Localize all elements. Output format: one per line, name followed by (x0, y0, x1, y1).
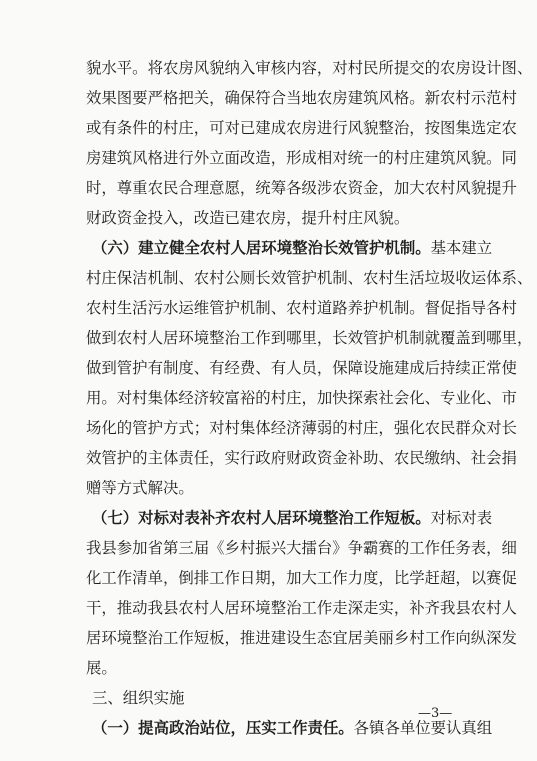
section-6-first-line-rest: 基本建立 (430, 239, 493, 257)
body-line: 展。 (86, 659, 117, 677)
body-line: 用。对村集体经济较富裕的村庄，加快探索社会化、专业化、市 (86, 389, 517, 407)
section-7-first-line (86, 508, 493, 528)
body-line: 场化的管护方式；对村集体经济薄弱的村庄，强化农民群众对长 (86, 419, 517, 437)
body-line: 干，推动我县农村人居环境整治工作走深走实，补齐我县农村人 (86, 599, 517, 617)
section-7-heading: （七）对标对表补齐农村人居环境整治工作短板。 (92, 509, 431, 527)
body-line: 我县参加省第三届《乡村振兴大擂台》争霸赛的工作任务表，细 (86, 539, 517, 557)
body-line: 化工作清单，倒排工作日期，加大工作力度，比学赶超，以赛促 (86, 569, 517, 587)
section-3-heading: 三、组织实施 (92, 689, 185, 707)
body-line: 时，尊重农民合理意愿，统筹各级涉农资金，加大农村风貌提升 (86, 179, 517, 197)
body-line: 财政资金投入，改造已建农房，提升村庄风貌。 (86, 209, 410, 227)
body-line: 农村生活污水运维管护机制、农村道路养护机制。督促指导各村 (86, 299, 517, 317)
body-line: 或有条件的村庄，可对已建成农房进行风貌整治，按图集选定农 (86, 119, 517, 137)
body-line: 房建筑风格进行外立面改造，形成相对统一的村庄建筑风貌。同 (86, 149, 517, 167)
page-number: —3— (418, 706, 453, 721)
subsection-1-first-line-rest: 各镇各单位要认真组 (353, 719, 493, 737)
subsection-1-heading: （一）提高政治站位，压实工作责任。 (92, 719, 354, 737)
body-line: 赠等方式解决。 (86, 479, 194, 497)
body-line: 效果图要严格把关，确保符合当地农房建筑风格。新农村示范村 (86, 89, 517, 107)
body-line: 村庄保洁机制、农村公厕长效管护机制、农村生活垃圾收运体系、 (86, 269, 533, 287)
section-6-first-line (86, 238, 493, 258)
body-line: 貌水平。将农房风貌纳入审核内容，对村民所提交的农房设计图、 (86, 59, 533, 77)
body-line: 做到管护有制度、有经费、有人员，保障设施建成后持续正常使 (86, 359, 517, 377)
section-6-heading: （六）建立健全农村人居环境整治长效管护机制。 (92, 239, 431, 257)
section-7-first-line-rest: 对标对表 (430, 509, 493, 527)
body-line: 居环境整治工作短板，推进建设生态宜居美丽乡村工作向纵深发 (86, 629, 517, 647)
subsection-1-first-line (86, 718, 493, 738)
body-line: 做到农村人居环境整治工作到哪里，长效管护机制就覆盖到哪里， (86, 329, 533, 347)
body-line: 效管护的主体责任，实行政府财政资金补助、农民缴纳、社会捐 (86, 449, 517, 467)
